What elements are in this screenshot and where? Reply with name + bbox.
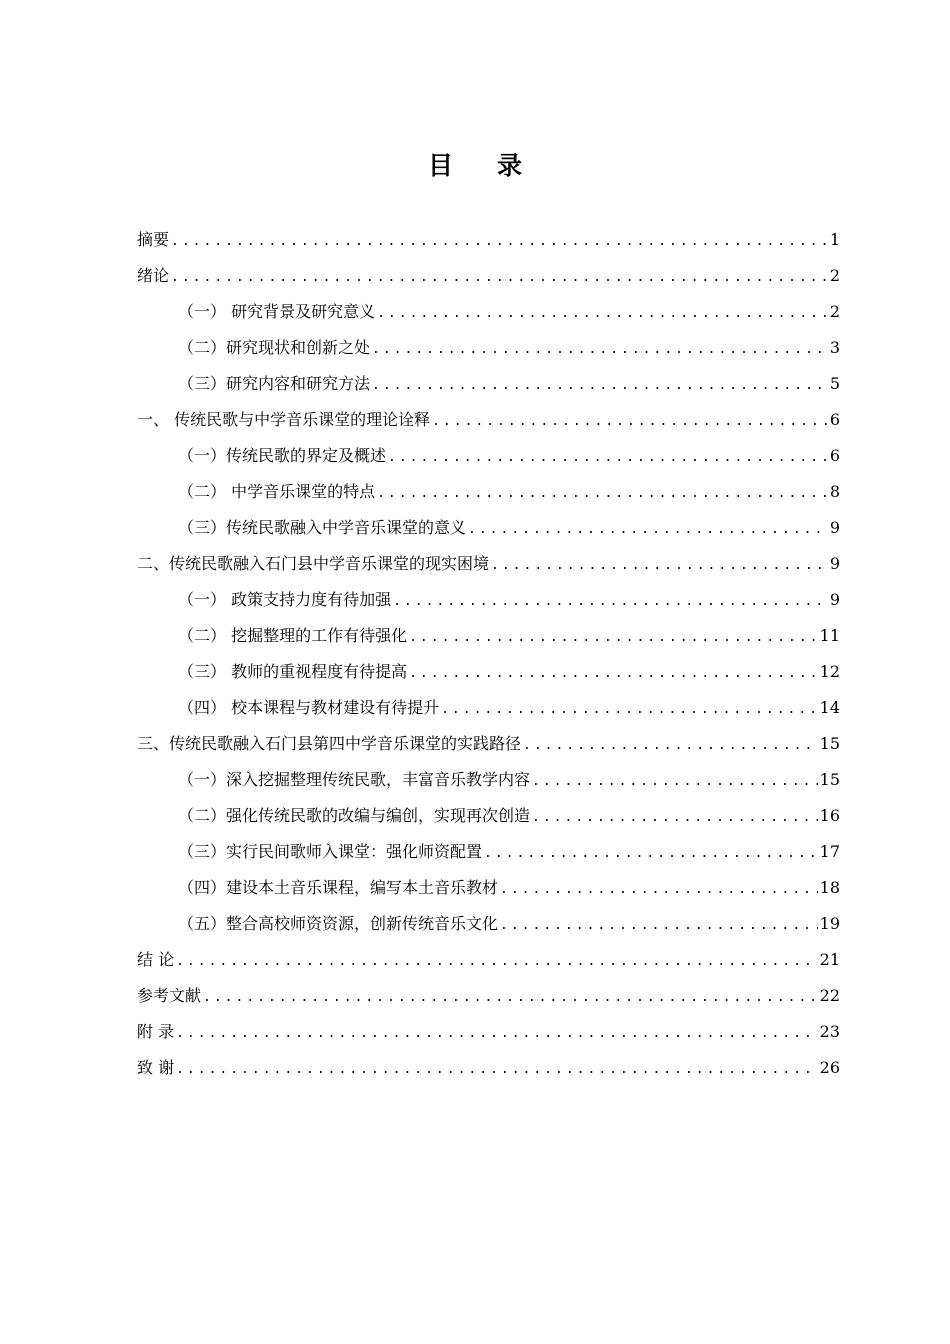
toc-entry[interactable] [137,658,840,694]
toc-entry[interactable] [137,1018,840,1054]
toc-entry-label: 一、 传统民歌与中学音乐课堂的理论诠释 [137,410,431,429]
toc-entry[interactable] [137,622,840,658]
toc-entry-label: 参考文献 [137,986,202,1005]
toc-entry-page-number: 9 [829,518,840,537]
toc-entry[interactable] [137,370,840,406]
toc-leader-dots [432,408,828,436]
toc-leader-dots [377,480,828,508]
toc-entry-label: （四）建设本土音乐课程，编写本土音乐教材 [178,878,499,897]
toc-entry-page-number: 15 [819,734,840,753]
toc-leader-dots [203,984,818,1012]
toc-leader-dots [393,588,828,616]
toc-leader-dots [409,660,818,688]
toc-leader-dots [484,840,818,868]
toc-entry-page-number: 6 [829,446,840,465]
toc-entry-label: 致 谢 [137,1058,175,1077]
toc-entry[interactable] [137,262,840,298]
toc-entry[interactable] [137,802,840,838]
toc-title-char-2: 录 [497,151,523,180]
toc-entry-page-number: 21 [819,950,840,969]
toc-entry-page-number: 12 [819,662,840,681]
toc-entry-page-number: 11 [819,626,840,645]
toc-leader-dots [176,1020,818,1048]
toc-entry[interactable] [137,838,840,874]
toc-entry[interactable] [137,730,840,766]
toc-leader-dots [171,228,828,256]
toc-leader-dots [500,912,818,940]
toc-entry[interactable] [137,298,840,334]
toc-entry[interactable] [137,946,840,982]
toc-list [137,226,840,1090]
toc-entry-label: （二）强化传统民歌的改编与编创，实现再次创造 [178,806,531,825]
toc-entry-page-number: 1 [829,230,840,249]
toc-entry-label: 绪论 [137,266,170,285]
toc-entry-page-number: 23 [819,1022,840,1041]
toc-leader-dots [388,444,828,472]
toc-entry[interactable] [137,982,840,1018]
toc-entry-page-number: 5 [829,374,840,393]
toc-leader-dots [171,264,828,292]
toc-entry-page-number: 6 [829,410,840,429]
toc-leader-dots [468,516,828,544]
toc-entry[interactable] [137,406,840,442]
toc-entry-page-number: 9 [829,554,840,573]
toc-entry-label: 附 录 [137,1022,175,1041]
toc-entry-page-number: 18 [819,878,840,897]
toc-entry-label: （一）深入挖掘整理传统民歌，丰富音乐教学内容 [178,770,531,789]
toc-leader-dots [372,336,828,364]
toc-entry-page-number: 16 [819,806,840,825]
toc-title-char-1: 目 [427,151,453,180]
toc-entry[interactable] [137,694,840,730]
toc-leader-dots [523,732,818,760]
toc-entry-label: （一） 政策支持力度有待加强 [178,590,392,609]
toc-entry[interactable] [137,766,840,802]
toc-entry-page-number: 9 [829,590,840,609]
toc-entry-label: （三）传统民歌融入中学音乐课堂的意义 [178,518,467,537]
toc-entry[interactable] [137,226,840,262]
toc-entry-label: （二） 中学音乐课堂的特点 [178,482,376,501]
toc-entry-label: （五）整合高校师资资源，创新传统音乐文化 [178,914,499,933]
toc-entry-page-number: 26 [819,1058,840,1077]
toc-entry[interactable] [137,478,840,514]
toc-entry[interactable] [137,910,840,946]
toc-entry-page-number: 2 [829,266,840,285]
toc-entry-label: （二）研究现状和创新之处 [178,338,371,357]
toc-entry-label: 三、传统民歌融入石门县第四中学音乐课堂的实践路径 [137,734,522,753]
toc-leader-dots [500,876,818,904]
toc-entry[interactable] [137,514,840,550]
toc-entry-label: （四） 校本课程与教材建设有待提升 [178,698,440,717]
toc-entry-page-number: 3 [829,338,840,357]
toc-entry[interactable] [137,550,840,586]
toc-entry-page-number: 17 [819,842,840,861]
toc-title [0,146,950,182]
toc-entry-label: 摘要 [137,230,170,249]
toc-entry-page-number: 2 [829,302,840,321]
toc-entry-page-number: 22 [819,986,840,1005]
toc-leader-dots [441,696,818,724]
toc-entry-label: （二） 挖掘整理的工作有待强化 [178,626,408,645]
toc-leader-dots [409,624,818,652]
toc-entry[interactable] [137,586,840,622]
toc-entry[interactable] [137,874,840,910]
toc-entry-page-number: 8 [829,482,840,501]
toc-entry-label: （一） 研究背景及研究意义 [178,302,376,321]
toc-entry-label: 二、传统民歌融入石门县中学音乐课堂的现实困境 [137,554,490,573]
toc-entry-page-number: 19 [819,914,840,933]
toc-leader-dots [532,768,818,796]
toc-leader-dots [176,948,818,976]
toc-leader-dots [491,552,828,580]
toc-entry-label: （三）实行民间歌师入课堂：强化师资配置 [178,842,483,861]
toc-entry-page-number: 15 [819,770,840,789]
toc-entry-page-number: 14 [819,698,840,717]
toc-leader-dots [532,804,818,832]
toc-entry[interactable] [137,442,840,478]
toc-entry[interactable] [137,334,840,370]
toc-leader-dots [377,300,828,328]
toc-entry-label: （一）传统民歌的界定及概述 [178,446,387,465]
toc-entry[interactable] [137,1054,840,1090]
toc-entry-label: 结 论 [137,950,175,969]
toc-leader-dots [372,372,828,400]
toc-entry-label: （三） 教师的重视程度有待提高 [178,662,408,681]
toc-leader-dots [176,1056,818,1084]
toc-entry-label: （三）研究内容和研究方法 [178,374,371,393]
